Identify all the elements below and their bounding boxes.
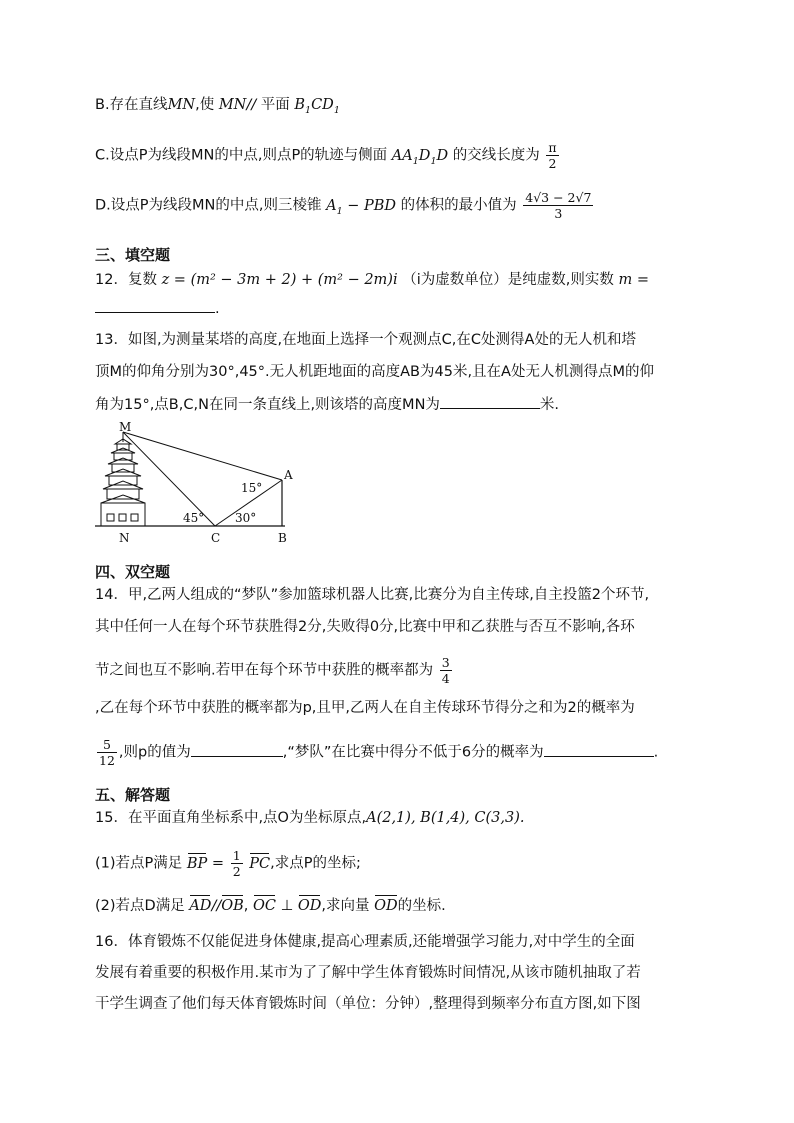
question-12: [95, 270, 649, 290]
vector-pc: PC: [249, 855, 271, 872]
option-c-text: C.设点P为线段MN的中点,则点P的轨迹与侧面: [95, 147, 388, 164]
option-c: [95, 140, 561, 171]
q15-line1: [95, 808, 524, 828]
angle-30-label: 30°: [235, 511, 257, 525]
q13-line1: 13．如图,为测量某塔的高度,在地面上选择一个观测点C,在C处测得A处的无人机和塔: [95, 332, 636, 348]
label-c: C: [211, 531, 221, 545]
q14-fraction-3-4: $\frac{3}{4}$: [441, 655, 450, 686]
q16-line2: 发展有着重要的积极作用.某市为了了解中学生体育锻炼时间情况,从该市随机抽取了若: [95, 965, 641, 981]
angle-45-label: 45°: [183, 511, 205, 525]
tower-diagram: [95, 420, 305, 550]
q13-line2: 顶M的仰角分别为30°,45°.无人机距地面的高度AB为45米,且在A处无人机测得点M的仰: [95, 364, 654, 380]
parallel-symbol: //: [246, 97, 257, 113]
q14-line3-text: 节之间也互不影响.若甲在每个环节中获胜的概率都为: [95, 662, 434, 679]
section-fill-in-title: 三、填空题: [95, 246, 171, 264]
option-d: [95, 190, 595, 221]
option-b: [95, 95, 340, 121]
section-double-blank-title: 四、双空题: [95, 563, 171, 581]
q15-points: A(2,1), B(1,4), C(3,3).: [366, 810, 525, 826]
q15-part2-suffix: ,求向量: [321, 898, 370, 914]
tower-icon: [101, 432, 145, 526]
label-b: B: [278, 531, 287, 545]
option-b-prefix: B.存在直线: [95, 97, 168, 113]
option-b-plane: $B_1CD_1$: [294, 97, 340, 116]
q15-line1-text: 15．在平面直角坐标系中,点O为坐标原点,: [95, 810, 367, 826]
q12-suffix: （i为虚数单位）是纯虚数,则实数: [402, 272, 614, 288]
q14-line4: ,乙在每个环节中获胜的概率都为p,且甲,乙两人在自主传球环节得分之和为2的概率为: [95, 700, 635, 716]
q13-answer-blank[interactable]: [440, 394, 540, 409]
vector-bp: BP: [186, 855, 208, 872]
q15-part2-end: 的坐标.: [397, 898, 446, 914]
q15-part2-prefix: (2)若点D满足: [95, 898, 185, 914]
option-d-suffix: 的体积的最小值为: [400, 197, 517, 214]
label-n: N: [119, 531, 130, 545]
option-c-fraction: $\frac{\pi}{2}$: [548, 140, 557, 171]
option-c-suffix: 的交线长度为: [452, 147, 540, 164]
q13-line3-text: 角为15°,点B,C,N在同一条直线上,则该塔的高度MN为: [95, 397, 440, 413]
q12-variable: m =: [618, 272, 649, 288]
option-d-text: D.设点P为线段MN的中点,则三棱锥: [95, 197, 322, 214]
q15-part1: (1)若点P满足 BP = $\frac{1}{2}$ PC,求点P的坐标;: [95, 848, 361, 879]
q12-answer-blank[interactable]: [95, 298, 215, 313]
q14-line1: 14．甲,乙两人组成的“梦队”参加篮球机器人比赛,比赛分为自主传球,自主投篮2个环节,: [95, 587, 650, 603]
q14-answer-blank-1[interactable]: [191, 742, 283, 757]
q14-answer-blank-2[interactable]: [544, 742, 654, 757]
vector-od: OD: [297, 898, 322, 914]
section-answer-title: 五、解答题: [95, 786, 171, 804]
label-a: A: [284, 468, 293, 482]
q14-line5: [95, 737, 658, 768]
option-d-fraction: $\frac{4√3 - 2√7}{3}$: [525, 190, 592, 221]
q12-answer-line: .: [95, 298, 220, 319]
q14-line2: 其中任何一人在每个环节获胜得2分,失败得0分,比赛中甲和乙获胜与否互不影响,各环: [95, 619, 635, 635]
vector-od-answer: OD: [374, 898, 398, 914]
vector-ad: AD: [189, 898, 212, 914]
vector-ob: OB: [221, 898, 244, 914]
option-c-face: $AA_1D_1D$: [391, 147, 449, 167]
q13-line3-end: 米.: [539, 397, 560, 413]
option-b-line-mn: MN: [167, 97, 196, 113]
q14-line3: [95, 655, 454, 686]
q12-formula: z = (m² − 3m + 2) + (m² − 2m)i: [161, 272, 398, 288]
q14-fraction-5-12: $\frac{5}{12}$: [99, 737, 115, 768]
option-d-pyramid: $A_1$ − PBD: [326, 197, 397, 217]
label-m: M: [119, 420, 132, 434]
angle-15-label: 15°: [241, 481, 263, 495]
option-b-relation: MN: [218, 97, 247, 113]
q15-part1-suffix: ,求点P的坐标;: [270, 855, 361, 872]
q12-number: 12．复数: [95, 272, 157, 288]
vector-oc: OC: [252, 898, 276, 914]
q14-line5a: ,则p的值为: [118, 744, 191, 761]
q13-line3: [95, 394, 559, 415]
q14-line5b: ,“梦队”在比赛中得分不低于6分的概率为: [282, 744, 544, 761]
q15-part2: (2)若点D满足 AD//OB, OC ⊥ OD,求向量 OD的坐标.: [95, 898, 446, 914]
q14-line5c: .: [653, 744, 659, 761]
q16-line1: 16．体育锻炼不仅能促进身体健康,提高心理素质,还能增强学习能力,对中学生的全面: [95, 934, 635, 950]
q15-fraction-1-2: $\frac{1}{2}$: [232, 848, 241, 879]
option-b-suffix: 平面: [260, 97, 290, 113]
q16-line3: 干学生调查了他们每天体育锻炼时间（单位：分钟）,整理得到频率分布直方图,如下图: [95, 996, 641, 1012]
q15-part1-prefix: (1)若点P满足: [95, 855, 183, 872]
option-b-mid: ,使: [195, 97, 215, 113]
